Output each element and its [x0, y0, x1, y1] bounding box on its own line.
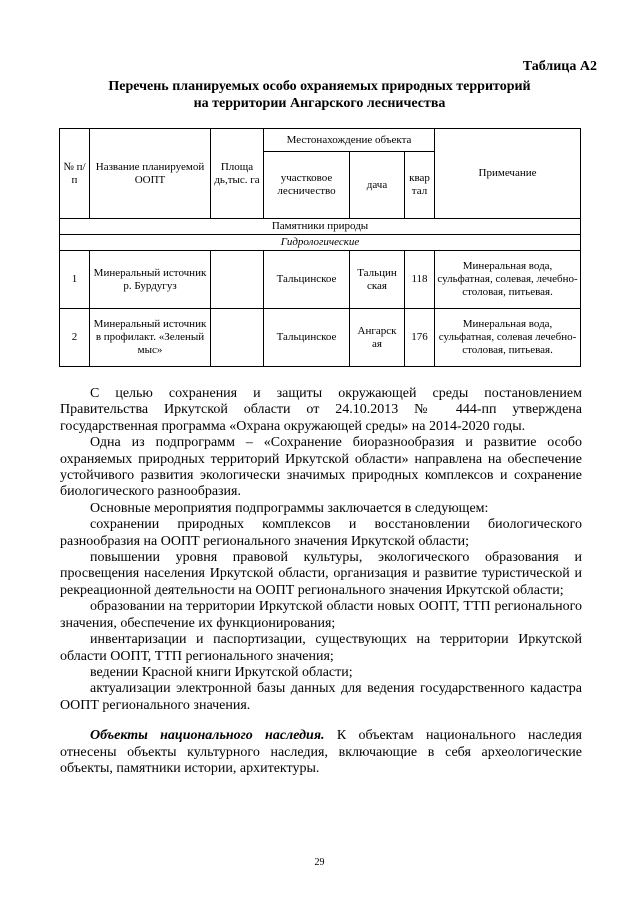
table-row: [60, 309, 581, 367]
list-item: ведении Красной книги Иркутской области;: [90, 664, 353, 680]
paragraph: Основные мероприятия подпрограммы заключается в следующем:: [90, 500, 489, 516]
row-district: Тальцинское: [264, 309, 350, 367]
paragraph: Одна из подпрограмм – «Сохранение биоразнообразия и развитие особо охраняемых природных территорий Иркутской области» направлена на обеспечение устойчивого развития экологически значимых природных комплексов и сохранение биологического разнообразия.: [60, 435, 582, 500]
heritage-paragraph: [60, 728, 582, 777]
row-note: Минеральная вода, сульфатная, солевая, лечебно-столовая, питьевая.: [435, 251, 581, 309]
row-dacha: Тальцин ская: [350, 251, 405, 309]
header-location: Местонахождение объекта: [264, 129, 435, 152]
row-area: [211, 251, 264, 309]
row-name: Минеральный источник в профилакт. «Зеленый мыс»: [90, 309, 211, 367]
table-row: [60, 251, 581, 309]
paragraph: С целью сохранения и защиты окружающей среды постановлением Правительства Иркутской области от 24.10.2013 № 444-пп утверждена государственная программа «Охрана окружающей среды» на 2014-2020 годы.: [60, 386, 582, 434]
header-name: Название планируемой ООПТ: [90, 129, 211, 219]
header-note: Примечание: [435, 129, 581, 219]
body-text: [60, 386, 582, 777]
header-area: Площа дь,тыс. га: [211, 129, 264, 219]
row-quarter: 176: [405, 309, 435, 367]
title-line-1: Перечень планируемых особо охраняемых природных территорий: [108, 79, 531, 94]
list-item: образовании на территории Иркутской области новых ООПТ, ТТП регионального значения, обеспечение их функционирования;: [60, 599, 582, 631]
row-num: 2: [60, 309, 90, 367]
list-item: сохранении природных комплексов и восстановлении биологического разнообразия на ООПТ регионального значения Иркутской области;: [60, 517, 582, 549]
row-dacha: Ангарск ая: [350, 309, 405, 367]
header-dacha: дача: [350, 152, 405, 219]
list-item: актуализации электронной базы данных для ведения государственного кадастра ООПТ регионального значения.: [60, 681, 582, 713]
row-num: 1: [60, 251, 90, 309]
page-number: 29: [314, 857, 325, 868]
row-note: Минеральная вода, сульфатная, солевая лечебно-столовая, питьевая.: [435, 309, 581, 367]
list-item: инвентаризации и паспортизации, существующих на территории Иркутской области ООПТ, ТТП регионального значения;: [60, 632, 582, 664]
list-item: повышении уровня правовой культуры, экологического образования и просвещения населения Иркутской области, организация и развитие туристической и рекреационной деятельности на ООПТ регионального значения Иркутской области;: [60, 550, 582, 598]
heritage-text: К объектам национального наследия отнесены объекты культурного наследия, включающие в себя археологические объекты, памятники истории, архитектуры.: [60, 728, 582, 776]
section-row: Памятники природы: [60, 219, 581, 235]
heritage-lead: Объекты национального наследия.: [90, 728, 325, 744]
subsection-row: Гидрологические: [60, 235, 581, 251]
header-num: № п/п: [60, 129, 90, 219]
row-district: Тальцинское: [264, 251, 350, 309]
row-name: Минеральный источник р. Бурдугуз: [90, 251, 211, 309]
table-label: Таблица А2: [522, 59, 597, 74]
protected-areas-table: [59, 128, 581, 367]
title-line-2: на территории Ангарского лесничества: [193, 96, 446, 111]
row-area: [211, 309, 264, 367]
header-district: участковое лесничество: [264, 152, 350, 219]
table-title: [60, 78, 579, 112]
row-quarter: 118: [405, 251, 435, 309]
header-quarter: квар тал: [405, 152, 435, 219]
